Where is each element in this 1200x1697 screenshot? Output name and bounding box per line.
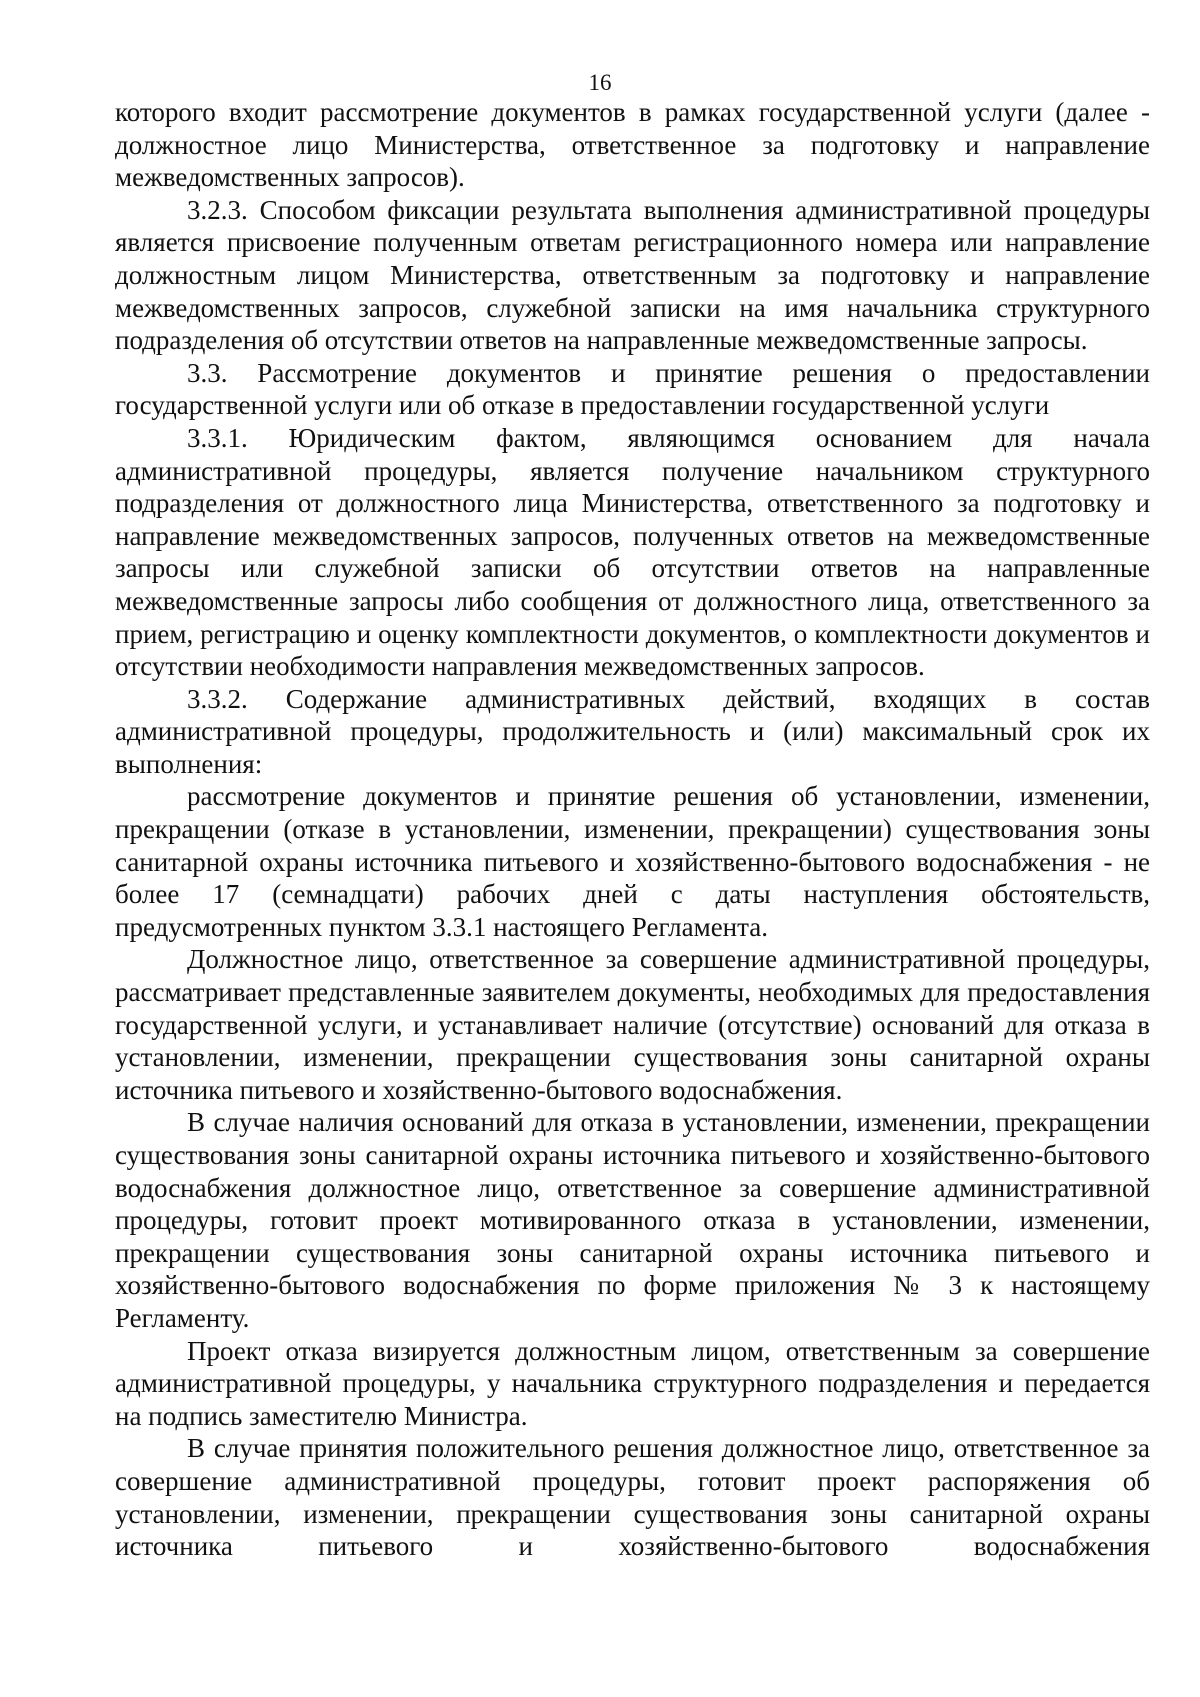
paragraph-positive-decision: В случае принятия положительного решения должностное лицо, ответственное за совершение административной процедуры, готовит проект распоряжения об установлении, изменении, прекращении существования зоны санитарной охраны источника питьевого и хозяйственно-бытового водоснабжения xyxy=(115,1433,1150,1562)
paragraph-official-review: Должностное лицо, ответственное за совершение административной процедуры, рассматривает представленные заявителем документы, необходимых для предоставления государственной услуги, и устанавливает наличие (отсутствие) оснований для отказа в установлении, изменении, прекращении существования зоны санитарной охраны источника питьевого и хозяйственно-бытового водоснабжения. xyxy=(115,944,1150,1105)
paragraph-3-3-1: 3.3.1. Юридическим фактом, являющимся основанием для начала административной процедуры, является получение начальником структурного подразделения от должностного лица Министерства, ответственного за подготовку и направление межведомственных запросов, полученных ответов на межведомственные запросы или служебной записки об отсутствии ответов на направленные межведомственные запросы либо сообщения от должностного лица, ответственного за прием, регистрацию и оценку комплектности документов, о комплектности документов и отсутствии необходимости направления межведомственных запросов. xyxy=(115,422,1150,682)
paragraph-continued: которого входит рассмотрение документов в рамках государственной услуги (далее - должностное лицо Министерства, ответственное за подготовку и направление межведомственных запросов). xyxy=(115,97,1150,193)
paragraph-review-term: рассмотрение документов и принятие решения об установлении, изменении, прекращении (отказе в установлении, изменении, прекращении) существования зоны санитарной охраны источника питьевого и хозяйственно-бытового водоснабжения - не более 17 (семнадцати) рабочих дней с даты наступления обстоятельств, предусмотренных пунктом 3.3.1 настоящего Регламента. xyxy=(115,781,1150,942)
paragraph-refusal-draft: Проект отказа визируется должностным лицом, ответственным за совершение административной процедуры, у начальника структурного подразделения и передается на подпись заместителю Министра. xyxy=(115,1335,1150,1431)
page-number: 16 xyxy=(588,70,612,95)
paragraph-3-3-2: 3.3.2. Содержание административных действий, входящих в состав административной процедуры, продолжительность и (или) максимальный срок их выполнения: xyxy=(115,683,1150,779)
paragraph-3-2-3: 3.2.3. Способом фиксации результата выполнения административной процедуры является присвоение полученным ответам регистрационного номера или направление должностным лицом Министерства, ответственным за подготовку и направление межведомственных запросов, служебной записки на имя начальника структурного подразделения об отсутствии ответов на направленные межведомственные запросы. xyxy=(115,194,1150,356)
document-body xyxy=(115,96,1150,1563)
section-heading-3-3: 3.3. Рассмотрение документов и принятие решения о предоставлении государственной услуги или об отказе в предоставлении государственной услуги xyxy=(115,357,1150,421)
paragraph-refusal-case: В случае наличия оснований для отказа в установлении, изменении, прекращении существования зоны санитарной охраны источника питьевого и хозяйственно-бытового водоснабжения должностное лицо, ответственное за совершение административной процедуры, готовит проект мотивированного отказа в установлении, изменении, прекращении существования зоны санитарной охраны источника питьевого и хозяйственно-бытового водоснабжения по форме приложения № 3 к настоящему Регламенту. xyxy=(115,1107,1150,1333)
